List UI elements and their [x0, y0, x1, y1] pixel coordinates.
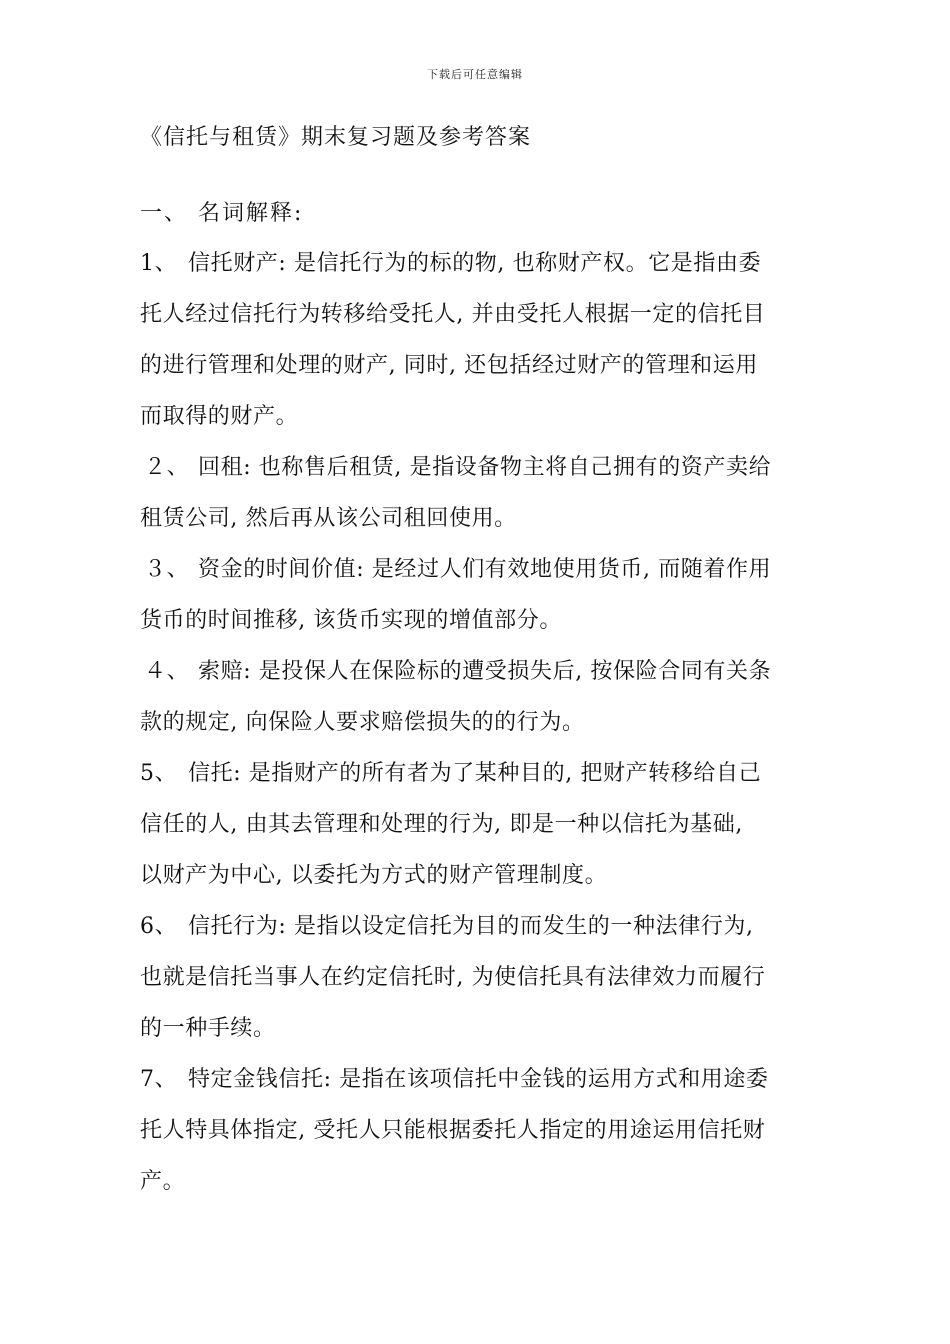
- definition-number: ３、: [144, 557, 190, 582]
- definition-item: [140, 238, 820, 442]
- definition-text-line: 索赔: 是投保人在保险标的遭受损失后, 按保险合同有关条: [198, 659, 772, 684]
- definition-text-line: 资金的时间价值: 是经过人们有效地使用货币, 而随着作用: [198, 557, 772, 582]
- definition-number: ４、: [144, 659, 190, 684]
- definition-item: [140, 544, 820, 646]
- definition-item: [140, 442, 820, 544]
- definition-text-line: 产。: [140, 1169, 186, 1194]
- definition-text-line: 也就是信托当事人在约定信托时, 为使信托具有法律效力而履行: [140, 965, 766, 990]
- definition-text-line: 特定金钱信托: 是指在该项信托中金钱的运用方式和用途委: [188, 1067, 769, 1092]
- definition-number: 6、: [140, 914, 178, 939]
- header-note: 下载后可任意编辑: [427, 68, 523, 81]
- definition-text-line: 租赁公司, 然后再从该公司租回使用。: [140, 506, 517, 531]
- definition-number: 7、: [140, 1067, 178, 1092]
- section-number: 一、: [140, 201, 189, 226]
- definition-item: [140, 1054, 820, 1207]
- definition-text-line: 信托: 是指财产的所有者为了某种目的, 把财产转移给自己: [188, 761, 762, 786]
- definition-number: ２、: [144, 455, 190, 480]
- definitions-list: [140, 238, 820, 1207]
- definition-text-line: 以财产为中心, 以委托为方式的财产管理制度。: [140, 863, 608, 888]
- definition-item: [140, 748, 820, 901]
- definition-item: [140, 646, 820, 748]
- definition-text-line: 信托财产: 是信托行为的标的物, 也称财产权。它是指由委: [188, 251, 762, 276]
- definition-text-line: 的进行管理和处理的财产, 同时, 还包括经过财产的管理和运用: [140, 353, 758, 378]
- definition-text-line: 回租: 也称售后租赁, 是指设备物主将自己拥有的资产卖给: [198, 455, 772, 480]
- definition-number: 5、: [140, 761, 178, 786]
- definition-text-line: 信托行为: 是指以设定信托为目的而发生的一种法律行为,: [188, 914, 754, 939]
- definition-text-line: 货币的时间推移, 该货币实现的增值部分。: [140, 608, 562, 633]
- definition-text-line: 款的规定, 向保险人要求赔偿损失的的行为。: [140, 710, 585, 735]
- definition-text-line: 信任的人, 由其去管理和处理的行为, 即是一种以信托为基础,: [140, 812, 743, 837]
- definition-item: [140, 901, 820, 1054]
- definition-text-line: 而取得的财产。: [140, 404, 299, 429]
- document-title: 《信托与租赁》期末复习题及参考答案: [140, 125, 532, 150]
- definition-text-line: 托人经过信托行为转移给受托人, 并由受托人根据一定的信托目: [140, 302, 766, 327]
- definition-text-line: 的一种手续。: [140, 1016, 276, 1041]
- definition-text-line: 托人特具体指定, 受托人只能根据委托人指定的用途运用信托财: [140, 1118, 766, 1143]
- section-title: 名词解释:: [198, 201, 304, 226]
- definition-number: 1、: [140, 251, 178, 276]
- section-heading: [140, 196, 303, 227]
